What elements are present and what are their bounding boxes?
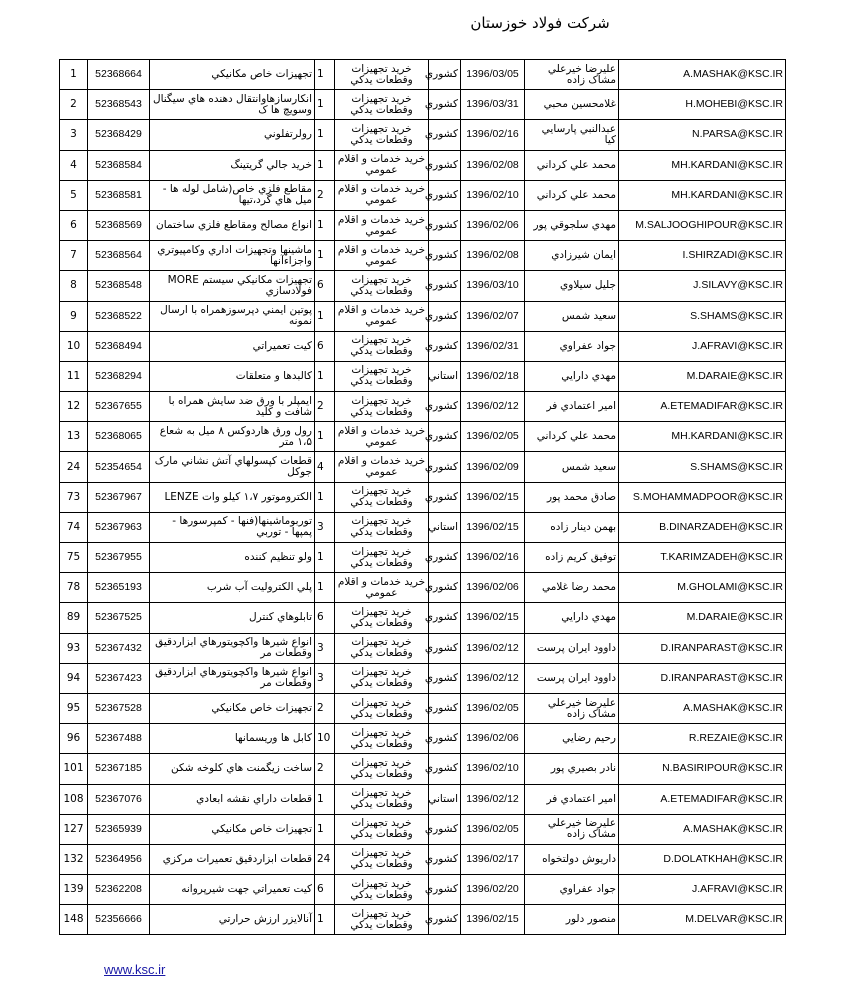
supplier-scope: کشوري bbox=[429, 573, 461, 603]
deadline-date: 1396/03/10 bbox=[461, 271, 525, 301]
supplier-scope: کشوري bbox=[429, 150, 461, 180]
table-row bbox=[60, 180, 786, 210]
table-row bbox=[60, 422, 786, 452]
purchase-type: خريد تجهيزات وقطعات يدکي bbox=[335, 120, 429, 150]
contact-email: MH.KARDANI@KSC.IR bbox=[619, 150, 786, 180]
row-number: 12 bbox=[60, 392, 88, 422]
tender-code: 52368522 bbox=[88, 301, 150, 331]
tender-code: 52368548 bbox=[88, 271, 150, 301]
contact-person: نادر بصيري پور bbox=[525, 754, 619, 784]
table-row bbox=[60, 543, 786, 573]
supplier-scope: کشوري bbox=[429, 210, 461, 240]
row-number: 132 bbox=[60, 844, 88, 874]
purchase-type: خريد تجهيزات وقطعات يدکي bbox=[335, 633, 429, 663]
purchase-type: خريد تجهيزات وقطعات يدکي bbox=[335, 512, 429, 542]
contact-person: رحيم رضايي bbox=[525, 724, 619, 754]
item-quantity: 1 bbox=[315, 814, 335, 844]
tender-code: 52368294 bbox=[88, 361, 150, 391]
supplier-scope: کشوري bbox=[429, 663, 461, 693]
item-description: انواع مصالح ومقاطع فلزي ساختمان bbox=[150, 210, 315, 240]
tender-code: 52368065 bbox=[88, 422, 150, 452]
tender-table bbox=[59, 59, 786, 935]
contact-person: عليرضا خيرعلي مشاک زاده bbox=[525, 60, 619, 90]
purchase-type: خريد تجهيزات وقطعات يدکي bbox=[335, 90, 429, 120]
item-quantity: 1 bbox=[315, 422, 335, 452]
item-quantity: 10 bbox=[315, 724, 335, 754]
deadline-date: 1396/02/06 bbox=[461, 573, 525, 603]
deadline-date: 1396/02/10 bbox=[461, 180, 525, 210]
deadline-date: 1396/02/12 bbox=[461, 663, 525, 693]
item-quantity: 3 bbox=[315, 663, 335, 693]
supplier-scope: استاني bbox=[429, 784, 461, 814]
item-description: کابل ها وريسمانها bbox=[150, 724, 315, 754]
contact-person: مهدي دارايي bbox=[525, 361, 619, 391]
item-quantity: 2 bbox=[315, 754, 335, 784]
item-quantity: 1 bbox=[315, 90, 335, 120]
contact-person: عبدالنبي پارسايي کيا bbox=[525, 120, 619, 150]
contact-person: محمد علي کرداني bbox=[525, 180, 619, 210]
supplier-scope: کشوري bbox=[429, 724, 461, 754]
item-quantity: 1 bbox=[315, 482, 335, 512]
item-quantity: 1 bbox=[315, 301, 335, 331]
contact-person: داوود ايران پرست bbox=[525, 633, 619, 663]
item-description: کيت تعميراتي جهت شيرپروانه bbox=[150, 875, 315, 905]
item-quantity: 1 bbox=[315, 361, 335, 391]
tender-code: 52367488 bbox=[88, 724, 150, 754]
table-row bbox=[60, 512, 786, 542]
row-number: 75 bbox=[60, 543, 88, 573]
table-row bbox=[60, 150, 786, 180]
contact-person: صادق محمد پور bbox=[525, 482, 619, 512]
contact-email: MH.KARDANI@KSC.IR bbox=[619, 180, 786, 210]
item-description: ساخت زيگمنت هاي کلوخه شکن bbox=[150, 754, 315, 784]
tender-code: 52368584 bbox=[88, 150, 150, 180]
item-quantity: 6 bbox=[315, 603, 335, 633]
deadline-date: 1396/02/12 bbox=[461, 784, 525, 814]
supplier-scope: کشوري bbox=[429, 603, 461, 633]
item-quantity: 4 bbox=[315, 452, 335, 482]
tender-code: 52368543 bbox=[88, 90, 150, 120]
table-row bbox=[60, 271, 786, 301]
item-quantity: 2 bbox=[315, 693, 335, 723]
table-row bbox=[60, 301, 786, 331]
item-description: قطعات داراي نقشه ابعادي bbox=[150, 784, 315, 814]
supplier-scope: کشوري bbox=[429, 120, 461, 150]
row-number: 127 bbox=[60, 814, 88, 844]
item-description: انکارسازهاوانتقال دهنده هاي سيگنال وسويچ ها ک bbox=[150, 90, 315, 120]
item-quantity: 1 bbox=[315, 573, 335, 603]
row-number: 93 bbox=[60, 633, 88, 663]
tender-code: 52362208 bbox=[88, 875, 150, 905]
contact-email: D.IRANPARAST@KSC.IR bbox=[619, 663, 786, 693]
contact-email: A.MASHAK@KSC.IR bbox=[619, 60, 786, 90]
table-row bbox=[60, 573, 786, 603]
row-number: 9 bbox=[60, 301, 88, 331]
tender-code: 52367967 bbox=[88, 482, 150, 512]
deadline-date: 1396/02/12 bbox=[461, 633, 525, 663]
purchase-type: خريد خدمات و اقلام عمومي bbox=[335, 210, 429, 240]
page-title: شرکت فولاد خوزستان bbox=[470, 14, 610, 32]
table-row bbox=[60, 452, 786, 482]
table-row bbox=[60, 844, 786, 874]
tender-code: 52367655 bbox=[88, 392, 150, 422]
supplier-scope: کشوري bbox=[429, 905, 461, 935]
supplier-scope: کشوري bbox=[429, 754, 461, 784]
supplier-scope: کشوري bbox=[429, 633, 461, 663]
item-description: انواع شيرها واکچويتورهاي ابزاردقيق وقطعات مر bbox=[150, 663, 315, 693]
table-row bbox=[60, 663, 786, 693]
item-quantity: 6 bbox=[315, 331, 335, 361]
item-quantity: 1 bbox=[315, 543, 335, 573]
tender-code: 52364956 bbox=[88, 844, 150, 874]
contact-person: محمد علي کرداني bbox=[525, 150, 619, 180]
table-row bbox=[60, 875, 786, 905]
purchase-type: خريد خدمات و اقلام عمومي bbox=[335, 241, 429, 271]
purchase-type: خريد تجهيزات وقطعات يدکي bbox=[335, 482, 429, 512]
contact-person: توفيق کريم زاده bbox=[525, 543, 619, 573]
supplier-scope: کشوري bbox=[429, 693, 461, 723]
contact-email: R.REZAIE@KSC.IR bbox=[619, 724, 786, 754]
table-row bbox=[60, 210, 786, 240]
item-quantity: 1 bbox=[315, 241, 335, 271]
item-quantity: 1 bbox=[315, 150, 335, 180]
item-description: رولرتفلوني bbox=[150, 120, 315, 150]
contact-person: عليرضا خيرعلي مشاک زاده bbox=[525, 814, 619, 844]
row-number: 10 bbox=[60, 331, 88, 361]
item-description: تجهيزات مکانيکي سيستم MORE فولادسازي bbox=[150, 271, 315, 301]
item-quantity: 1 bbox=[315, 60, 335, 90]
supplier-scope: کشوري bbox=[429, 814, 461, 844]
item-quantity: 6 bbox=[315, 875, 335, 905]
purchase-type: خريد خدمات و اقلام عمومي bbox=[335, 422, 429, 452]
table-row bbox=[60, 90, 786, 120]
tender-code: 52368569 bbox=[88, 210, 150, 240]
row-number: 95 bbox=[60, 693, 88, 723]
table-row bbox=[60, 331, 786, 361]
contact-email: I.SHIRZADI@KSC.IR bbox=[619, 241, 786, 271]
contact-email: M.DARAIE@KSC.IR bbox=[619, 603, 786, 633]
contact-person: داريوش دولتخواه bbox=[525, 844, 619, 874]
row-number: 11 bbox=[60, 361, 88, 391]
purchase-type: خريد خدمات و اقلام عمومي bbox=[335, 150, 429, 180]
supplier-scope: کشوري bbox=[429, 422, 461, 452]
contact-email: D.IRANPARAST@KSC.IR bbox=[619, 633, 786, 663]
deadline-date: 1396/02/20 bbox=[461, 875, 525, 905]
deadline-date: 1396/02/10 bbox=[461, 754, 525, 784]
item-description: خريد جالي گريتينگ bbox=[150, 150, 315, 180]
item-quantity: 1 bbox=[315, 120, 335, 150]
tender-code: 52368564 bbox=[88, 241, 150, 271]
item-quantity: 1 bbox=[315, 905, 335, 935]
row-number: 73 bbox=[60, 482, 88, 512]
item-quantity: 6 bbox=[315, 271, 335, 301]
purchase-type: خريد خدمات و اقلام عمومي bbox=[335, 452, 429, 482]
row-number: 3 bbox=[60, 120, 88, 150]
contact-email: D.DOLATKHAH@KSC.IR bbox=[619, 844, 786, 874]
contact-email: A.ETEMADIFAR@KSC.IR bbox=[619, 392, 786, 422]
deadline-date: 1396/02/08 bbox=[461, 241, 525, 271]
tender-code: 52367076 bbox=[88, 784, 150, 814]
contact-email: J.SILAVY@KSC.IR bbox=[619, 271, 786, 301]
table-row bbox=[60, 754, 786, 784]
tender-code: 52365193 bbox=[88, 573, 150, 603]
tender-code: 52367423 bbox=[88, 663, 150, 693]
table-row bbox=[60, 693, 786, 723]
deadline-date: 1396/02/15 bbox=[461, 603, 525, 633]
item-description: پوتين ايمني دپرسوزهمراه با ارسال نمونه bbox=[150, 301, 315, 331]
deadline-date: 1396/02/05 bbox=[461, 422, 525, 452]
tender-code: 52354654 bbox=[88, 452, 150, 482]
row-number: 24 bbox=[60, 452, 88, 482]
item-description: پلي الکتروليت آب شرب bbox=[150, 573, 315, 603]
row-number: 1 bbox=[60, 60, 88, 90]
contact-person: امير اعتمادي فر bbox=[525, 392, 619, 422]
supplier-scope: کشوري bbox=[429, 90, 461, 120]
item-description: رول ورق هاردوکس ۸ ميل به شعاع ۱،۵ متر bbox=[150, 422, 315, 452]
item-description: تجهيزات خاص مکانيکي bbox=[150, 814, 315, 844]
purchase-type: خريد تجهيزات وقطعات يدکي bbox=[335, 875, 429, 905]
item-description: ايمپلر با ورق ضد سايش همراه با شافت و کليد bbox=[150, 392, 315, 422]
deadline-date: 1396/02/09 bbox=[461, 452, 525, 482]
contact-person: جواد عفراوي bbox=[525, 331, 619, 361]
item-quantity: 24 bbox=[315, 844, 335, 874]
table-row bbox=[60, 905, 786, 935]
item-description: انواع شيرها واکچويتورهاي ابزاردقيق وقطعات مر bbox=[150, 633, 315, 663]
contact-email: S.SHAMS@KSC.IR bbox=[619, 452, 786, 482]
row-number: 74 bbox=[60, 512, 88, 542]
table-row bbox=[60, 241, 786, 271]
purchase-type: خريد تجهيزات وقطعات يدکي bbox=[335, 271, 429, 301]
contact-person: بهمن دينار زاده bbox=[525, 512, 619, 542]
row-number: 94 bbox=[60, 663, 88, 693]
row-number: 8 bbox=[60, 271, 88, 301]
item-description: الکتروموتور ۱،۷ کيلو وات LENZE bbox=[150, 482, 315, 512]
table-row bbox=[60, 482, 786, 512]
purchase-type: خريد تجهيزات وقطعات يدکي bbox=[335, 603, 429, 633]
contact-person: سعيد شمس bbox=[525, 301, 619, 331]
deadline-date: 1396/02/07 bbox=[461, 301, 525, 331]
tender-code: 52367525 bbox=[88, 603, 150, 633]
contact-email: M.DARAIE@KSC.IR bbox=[619, 361, 786, 391]
tender-code: 52367528 bbox=[88, 693, 150, 723]
contact-person: غلامحسين محبي bbox=[525, 90, 619, 120]
tender-code: 52367955 bbox=[88, 543, 150, 573]
row-number: 13 bbox=[60, 422, 88, 452]
contact-email: M.SALJOOGHIPOUR@KSC.IR bbox=[619, 210, 786, 240]
item-description: کيت تعميراتي bbox=[150, 331, 315, 361]
supplier-scope: کشوري bbox=[429, 543, 461, 573]
deadline-date: 1396/03/31 bbox=[461, 90, 525, 120]
supplier-scope: کشوري bbox=[429, 180, 461, 210]
contact-email: MH.KARDANI@KSC.IR bbox=[619, 422, 786, 452]
contact-person: داوود ايران پرست bbox=[525, 663, 619, 693]
contact-email: B.DINARZADEH@KSC.IR bbox=[619, 512, 786, 542]
deadline-date: 1396/02/05 bbox=[461, 814, 525, 844]
deadline-date: 1396/02/06 bbox=[461, 724, 525, 754]
purchase-type: خريد تجهيزات وقطعات يدکي bbox=[335, 724, 429, 754]
supplier-scope: کشوري bbox=[429, 482, 461, 512]
row-number: 4 bbox=[60, 150, 88, 180]
table-row bbox=[60, 724, 786, 754]
contact-person: مهدي دارايي bbox=[525, 603, 619, 633]
item-description: ماشينها وتجهيزات اداري وکامپيوتري واجزاءآنها bbox=[150, 241, 315, 271]
tender-code: 52368429 bbox=[88, 120, 150, 150]
deadline-date: 1396/02/16 bbox=[461, 543, 525, 573]
row-number: 96 bbox=[60, 724, 88, 754]
tender-code: 52368494 bbox=[88, 331, 150, 361]
row-number: 101 bbox=[60, 754, 88, 784]
tender-code: 52356666 bbox=[88, 905, 150, 935]
row-number: 139 bbox=[60, 875, 88, 905]
contact-person: عليرضا خيرعلي مشاک زاده bbox=[525, 693, 619, 723]
item-quantity: 1 bbox=[315, 784, 335, 814]
supplier-scope: استاني bbox=[429, 361, 461, 391]
row-number: 7 bbox=[60, 241, 88, 271]
table-row bbox=[60, 392, 786, 422]
contact-email: J.AFRAVI@KSC.IR bbox=[619, 875, 786, 905]
row-number: 5 bbox=[60, 180, 88, 210]
item-description: تابلوهاي کنترل bbox=[150, 603, 315, 633]
item-quantity: 2 bbox=[315, 392, 335, 422]
deadline-date: 1396/02/15 bbox=[461, 905, 525, 935]
contact-person: جواد عفراوي bbox=[525, 875, 619, 905]
supplier-scope: کشوري bbox=[429, 301, 461, 331]
deadline-date: 1396/02/08 bbox=[461, 150, 525, 180]
tender-code: 52367963 bbox=[88, 512, 150, 542]
item-description: تجهيزات خاص مکانيکي bbox=[150, 60, 315, 90]
table-row bbox=[60, 814, 786, 844]
deadline-date: 1396/02/16 bbox=[461, 120, 525, 150]
website-link[interactable]: www.ksc.ir bbox=[104, 962, 166, 977]
deadline-date: 1396/02/31 bbox=[461, 331, 525, 361]
item-description: توربوماشينها(فنها - کمپرسورها - پمپها - توربي bbox=[150, 512, 315, 542]
contact-person: مهدي سلجوقي پور bbox=[525, 210, 619, 240]
row-number: 89 bbox=[60, 603, 88, 633]
row-number: 108 bbox=[60, 784, 88, 814]
supplier-scope: کشوري bbox=[429, 875, 461, 905]
purchase-type: خريد تجهيزات وقطعات يدکي bbox=[335, 814, 429, 844]
supplier-scope: کشوري bbox=[429, 331, 461, 361]
supplier-scope: استاني bbox=[429, 512, 461, 542]
tender-code: 52367185 bbox=[88, 754, 150, 784]
supplier-scope: کشوري bbox=[429, 241, 461, 271]
deadline-date: 1396/02/15 bbox=[461, 512, 525, 542]
table-row bbox=[60, 60, 786, 90]
contact-email: S.SHAMS@KSC.IR bbox=[619, 301, 786, 331]
tender-code: 52368664 bbox=[88, 60, 150, 90]
contact-person: محمد رضا غلامي bbox=[525, 573, 619, 603]
item-quantity: 1 bbox=[315, 210, 335, 240]
table-row bbox=[60, 784, 786, 814]
purchase-type: خريد تجهيزات وقطعات يدکي bbox=[335, 543, 429, 573]
tender-code: 52367432 bbox=[88, 633, 150, 663]
deadline-date: 1396/02/17 bbox=[461, 844, 525, 874]
deadline-date: 1396/02/15 bbox=[461, 482, 525, 512]
purchase-type: خريد تجهيزات وقطعات يدکي bbox=[335, 905, 429, 935]
purchase-type: خريد تجهيزات وقطعات يدکي bbox=[335, 693, 429, 723]
purchase-type: خريد تجهيزات وقطعات يدکي bbox=[335, 331, 429, 361]
contact-email: M.DELVAR@KSC.IR bbox=[619, 905, 786, 935]
row-number: 78 bbox=[60, 573, 88, 603]
item-description: مقاطع فلزي خاص(شامل لوله ها - ميل هاي گرد،تيها bbox=[150, 180, 315, 210]
contact-person: امير اعتمادي فر bbox=[525, 784, 619, 814]
item-quantity: 3 bbox=[315, 512, 335, 542]
contact-email: T.KARIMZADEH@KSC.IR bbox=[619, 543, 786, 573]
table-row bbox=[60, 120, 786, 150]
item-description: قطعات کپسولهاي آتش نشاني مارک جوکل bbox=[150, 452, 315, 482]
supplier-scope: کشوري bbox=[429, 392, 461, 422]
tender-code: 52368581 bbox=[88, 180, 150, 210]
item-quantity: 3 bbox=[315, 633, 335, 663]
deadline-date: 1396/02/12 bbox=[461, 392, 525, 422]
item-quantity: 2 bbox=[315, 180, 335, 210]
purchase-type: خريد خدمات و اقلام عمومي bbox=[335, 301, 429, 331]
table-row bbox=[60, 633, 786, 663]
purchase-type: خريد خدمات و اقلام عمومي bbox=[335, 180, 429, 210]
purchase-type: خريد تجهيزات وقطعات يدکي bbox=[335, 754, 429, 784]
deadline-date: 1396/02/05 bbox=[461, 693, 525, 723]
purchase-type: خريد تجهيزات وقطعات يدکي bbox=[335, 60, 429, 90]
tender-code: 52365939 bbox=[88, 814, 150, 844]
contact-email: M.GHOLAMI@KSC.IR bbox=[619, 573, 786, 603]
row-number: 2 bbox=[60, 90, 88, 120]
contact-email: N.PARSA@KSC.IR bbox=[619, 120, 786, 150]
supplier-scope: کشوري bbox=[429, 60, 461, 90]
contact-email: A.MASHAK@KSC.IR bbox=[619, 814, 786, 844]
item-description: ولو تنظيم کننده bbox=[150, 543, 315, 573]
contact-person: منصور دلور bbox=[525, 905, 619, 935]
item-description: قطعات ابزاردقيق تعميرات مرکزي bbox=[150, 844, 315, 874]
deadline-date: 1396/02/18 bbox=[461, 361, 525, 391]
row-number: 148 bbox=[60, 905, 88, 935]
item-description: آنالايزر ارزش حرارتي bbox=[150, 905, 315, 935]
deadline-date: 1396/02/06 bbox=[461, 210, 525, 240]
row-number: 6 bbox=[60, 210, 88, 240]
contact-email: J.AFRAVI@KSC.IR bbox=[619, 331, 786, 361]
purchase-type: خريد تجهيزات وقطعات يدکي bbox=[335, 663, 429, 693]
supplier-scope: کشوري bbox=[429, 844, 461, 874]
purchase-type: خريد تجهيزات وقطعات يدکي bbox=[335, 784, 429, 814]
item-description: کالبدها و متعلقات bbox=[150, 361, 315, 391]
table-body bbox=[60, 60, 786, 935]
contact-person: ايمان شيرزادي bbox=[525, 241, 619, 271]
contact-email: A.MASHAK@KSC.IR bbox=[619, 693, 786, 723]
supplier-scope: کشوري bbox=[429, 271, 461, 301]
supplier-scope: کشوري bbox=[429, 452, 461, 482]
purchase-type: خريد تجهيزات وقطعات يدکي bbox=[335, 844, 429, 874]
contact-person: جليل سيلاوي bbox=[525, 271, 619, 301]
table-row bbox=[60, 603, 786, 633]
item-description: تجهيزات خاص مکانيکي bbox=[150, 693, 315, 723]
contact-email: S.MOHAMMADPOOR@KSC.IR bbox=[619, 482, 786, 512]
contact-email: H.MOHEBI@KSC.IR bbox=[619, 90, 786, 120]
deadline-date: 1396/03/05 bbox=[461, 60, 525, 90]
purchase-type: خريد تجهيزات وقطعات يدکي bbox=[335, 392, 429, 422]
table-row bbox=[60, 361, 786, 391]
purchase-type: خريد تجهيزات وقطعات يدکي bbox=[335, 361, 429, 391]
contact-email: A.ETEMADIFAR@KSC.IR bbox=[619, 784, 786, 814]
contact-person: سعيد شمس bbox=[525, 452, 619, 482]
contact-email: N.BASIRIPOUR@KSC.IR bbox=[619, 754, 786, 784]
contact-person: محمد علي کرداني bbox=[525, 422, 619, 452]
purchase-type: خريد خدمات و اقلام عمومي bbox=[335, 573, 429, 603]
